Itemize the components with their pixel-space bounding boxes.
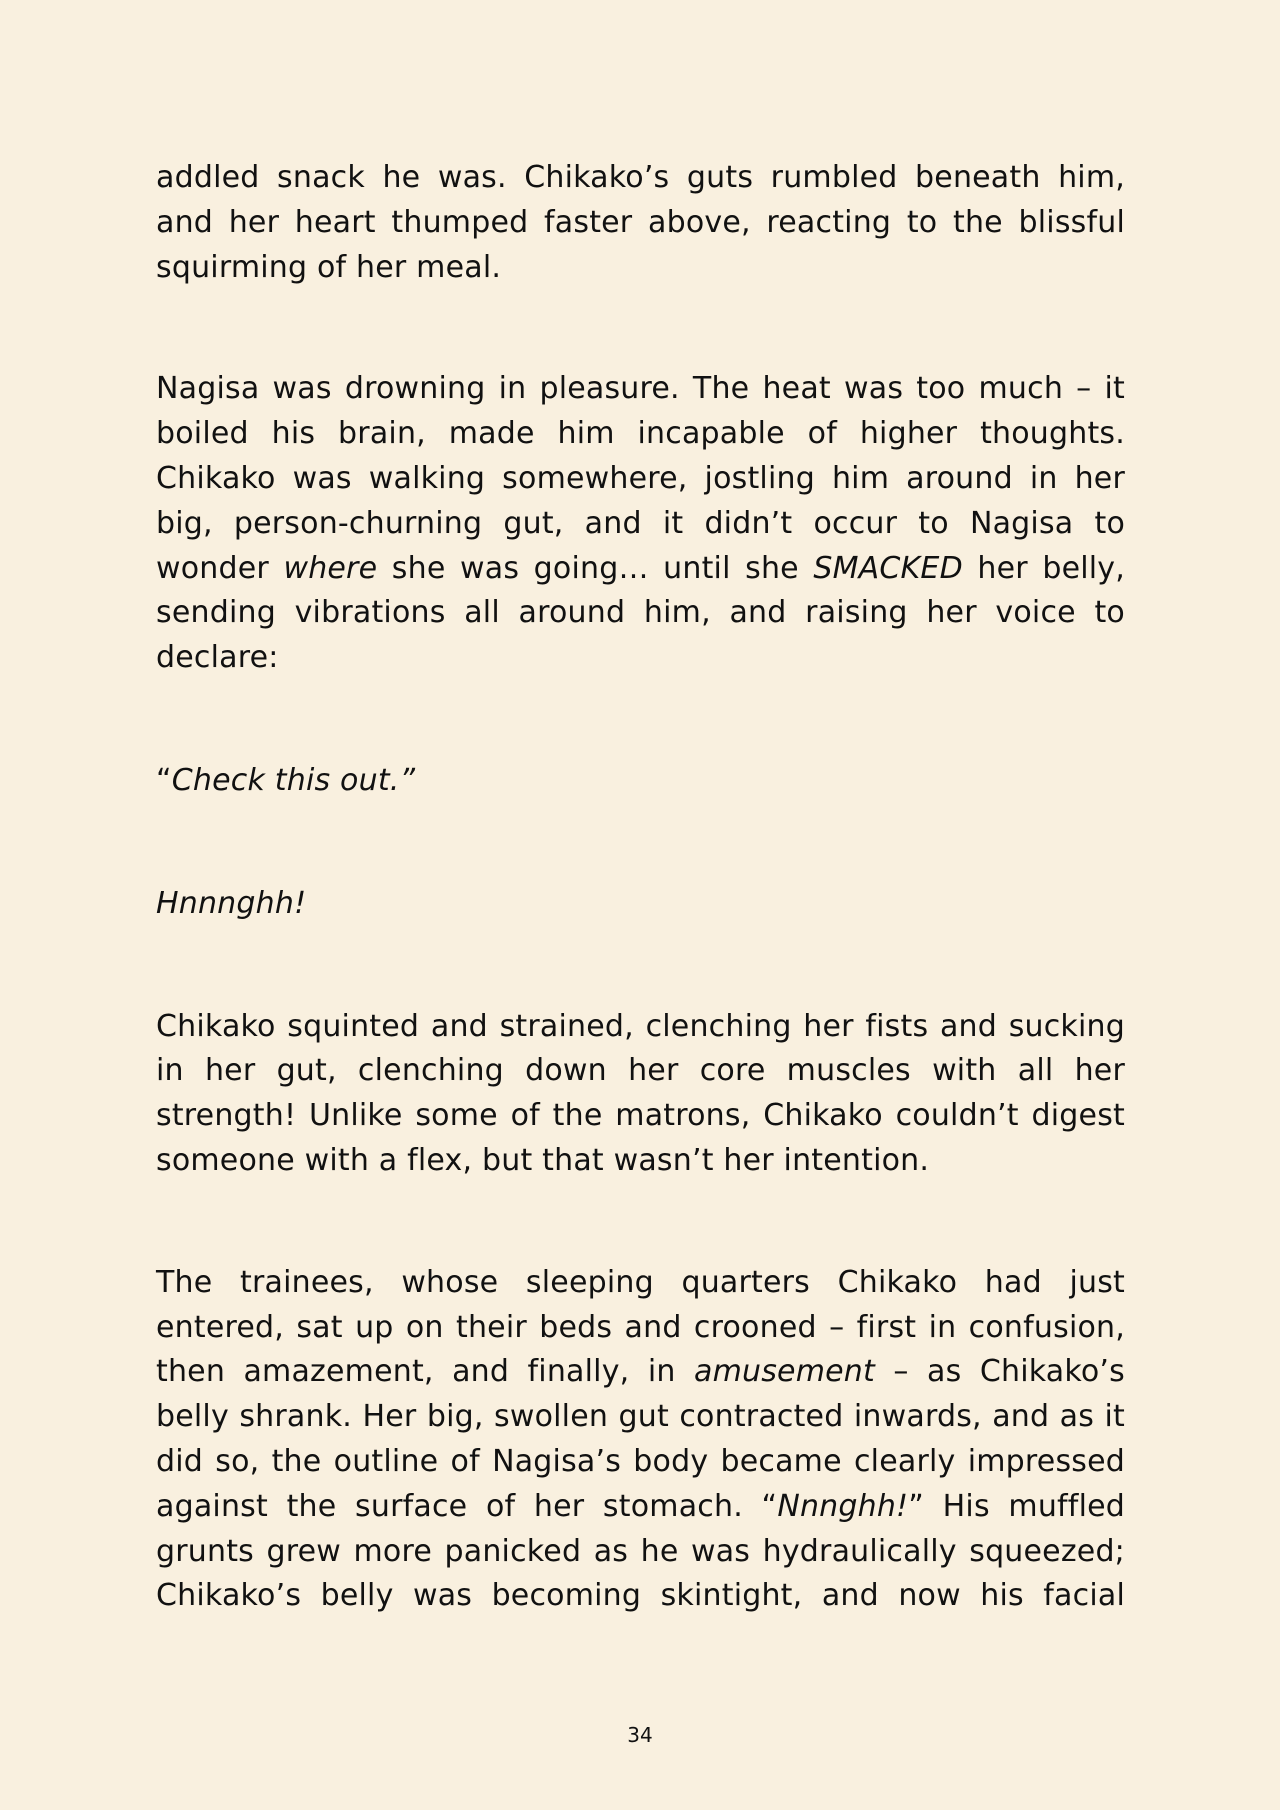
paragraph-6-text-c: – as Chikako’s belly shrank. Her big, swollen gut contracted inwards, and as it did so, the outline of Nagisa’s body became clearly impressed against the surface of her stomach. “: [156, 1354, 1125, 1524]
sound-hnnnghh: Hnnnghh!: [156, 885, 307, 921]
paragraph-2-emphasis-smacked: SMACKED: [813, 550, 963, 586]
paragraph-5: Chikako squinted and strained, clenching her fists and sucking in her gut, clenching down her core muscles with all her strength! Unlike some of the matrons, Chikako couldn’t digest someone with a flex, but that wasn’t her intention.: [156, 1008, 1125, 1178]
paragraph-6: [156, 1261, 1125, 1619]
page-body: [156, 156, 1125, 1619]
paragraph-1: addled snack he was. Chikako’s guts rumbled beneath him, and her heart thumped faster above, reacting to the blissful squirming of her meal.: [156, 160, 1125, 285]
dialogue-check-this-out: Check this out.”: [171, 762, 416, 798]
paragraph-2-text-a: Nagisa was drowning in pleasure. The heat was too much – it boiled his brain, made him incapable of higher thoughts. Chikako was walking somewhere, jostling him around in her big, person-churning gut, and it didn’t occur to Nagisa to wonder: [156, 371, 1125, 586]
paragraph-3-dialogue: [156, 759, 1125, 804]
paragraph-6-text-a: The trainees, whose sleeping quarters Chikako had just entered, sat up on their beds and crooned – first in confusion, then amazement, and finally, in: [156, 1264, 1125, 1390]
paragraph-6-text-e: ” His muffled grunts grew more panicked as he was hydraulically squeezed; Chikako’s belly was becoming skintight, and now his facial: [156, 1488, 1126, 1614]
paragraph-2-text-e: her belly, sending vibrations all around him, and raising her voice to declare:: [156, 550, 1125, 676]
paragraph-2-text-c: she was going… until she: [377, 550, 814, 586]
paragraph-6-emphasis-amusement: amusement: [694, 1354, 875, 1390]
paragraph-4-sound: [156, 882, 1125, 927]
open-quote-mark: “: [156, 762, 172, 798]
paragraph-2: [156, 367, 1125, 681]
paragraph-6-emphasis-nnnghh: Nnnghh!: [777, 1488, 909, 1524]
page-number: 34: [627, 1723, 653, 1747]
paragraph-2-emphasis-where: where: [283, 550, 378, 586]
